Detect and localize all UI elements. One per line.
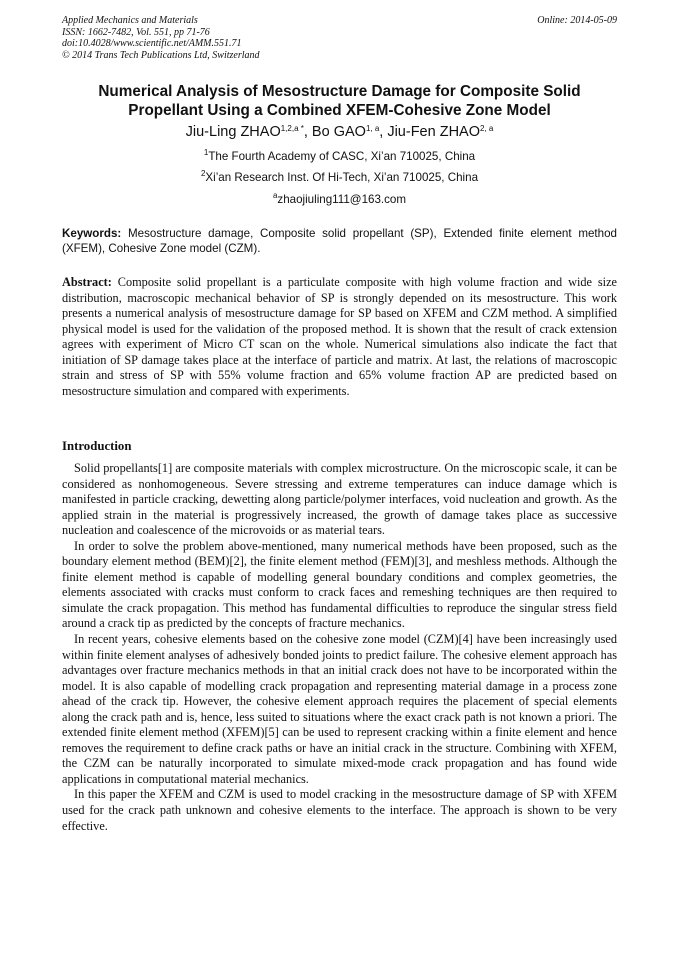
intro-paragraph: Solid propellants[1] are composite materials with complex microstructure. On the microscopic scale, it can be considered as nonhomogeneous. Severe stressing and extreme temperatures can induce damage which is manifested in particle cracking, dewetting along particle/polymer interfaces, void nucleation and growth. As the applied strain in the material is progressively increased, the growth of damage takes place as successive nucleation and coalescence of the microvoids or as material tears. xyxy=(62,461,617,538)
author-3: , Jiu-Fen ZHAO xyxy=(379,124,480,140)
introduction-body xyxy=(62,461,617,834)
author-list xyxy=(62,123,617,141)
section-heading-introduction: Introduction xyxy=(62,439,132,453)
author-1-affil: 1,2,a * xyxy=(280,124,304,133)
doi-line: doi:10.4028/www.scientific.net/AMM.551.71 xyxy=(62,38,242,50)
abstract-label: Abstract: xyxy=(62,275,112,289)
affiliation-2: $^2$Xi’an Research Inst. Of Hi-Tech, Xi’an 710025, China xyxy=(200,169,479,184)
online-date: Online: 2014-05-09 xyxy=(537,15,617,26)
author-1: Jiu-Ling ZHAO xyxy=(185,124,281,140)
author-3-affil: 2, a xyxy=(480,124,494,133)
intro-paragraph: In this paper the XFEM and CZM is used to model cracking in the mesostructure damage of SP with XFEM used for the crack path unknown and cohesive elements to the interface. The approach is shown to be very effective. xyxy=(62,787,617,833)
author-2: , Bo GAO xyxy=(303,124,366,140)
author-2-affil: 1, a xyxy=(365,124,380,133)
title-line-2: Propellant Using a Combined XFEM-Cohesive Zone Model xyxy=(128,102,551,119)
keywords-label: Keywords: xyxy=(62,227,122,240)
author-email: $^a$zhaojiuling111@163.com xyxy=(272,191,407,206)
copyright-line: © 2014 Trans Tech Publications Ltd, Switzerland xyxy=(62,49,260,61)
journal-name: Applied Mechanics and Materials xyxy=(62,15,198,26)
issn-line: ISSN: 1662-7482, Vol. 551, pp 71-76 xyxy=(62,26,210,38)
intro-paragraph: In order to solve the problem above-mentioned, many numerical methods have been proposed, such as the boundary element method (BEM)[2], the finite element method (FEM)[3], and meshless methods. Although the finite element method is capable of modelling general boundary conditions and complex geometries, the elements associated with cracks must conform to crack faces and remeshing techniques are then required to simulate the crack propagation. This method has fundamental difficulties to reproduce the singular stress field around a crack tip as predicted by the concepts of fracture mechanics. xyxy=(62,538,617,631)
abstract xyxy=(62,275,617,399)
abstract-text: Composite solid propellant is a particulate composite with high volume fraction and wide size distribution, macroscopic mechanical behavior of SP is strongly depended on its mesostructure. This work presents a numerical analysis of mesostructure damage for SP based on XFEM and CZM method. A simplified physical model is used for the validation of the proposed method. It is shown that the result of crack extension agrees with experiment of Micro CT scan on the whole. Numerical simulations also indicate the fact that initiation of SP damage takes place at the interface of particle and matrix. At last, the relations of macroscopic strain and stress of SP with 55% volume fraction and 65% volume fraction AP are predicted based on mesostructure simulation and compared with experiments. xyxy=(62,275,617,398)
keywords-text: Mesostructure damage, Composite solid propellant (SP), Extended finite element method (XFEM), Cohesive Zone model (CZM). xyxy=(62,227,617,255)
title-line-1: Numerical Analysis of Mesostructure Damage for Composite Solid xyxy=(98,83,581,100)
keywords xyxy=(62,227,617,256)
journal-header xyxy=(62,15,617,61)
paper-title xyxy=(62,82,617,120)
affiliation-1: $^1$The Fourth Academy of CASC, Xi’an 710025, China xyxy=(203,148,476,163)
intro-paragraph: In recent years, cohesive elements based on the cohesive zone model (CZM)[4] have been increasingly used within finite element analyses of adhesively bonded joints to predict failure. The cohesive element approach has advantages over fracture mechanics methods in that an initial crack does not have to be incorporated within the model. It is also capable of modelling crack propagation and representing material damage in a process zone ahead of the crack tip. However, the cohesive element approach requires the placement of special elements along the crack path and is, hence, less suited to situations where the exact crack path is not known a priori. The extended finite element method (XFEM)[5] can be used to represent cracking within a finite element and hence removes the requirement to define crack paths or have an initial crack in the structure. Combining with XFEM, the CZM can be naturally incorporated to simulate mixed-mode crack propagation and has found wide applications in computational material mechanics. xyxy=(62,632,617,786)
